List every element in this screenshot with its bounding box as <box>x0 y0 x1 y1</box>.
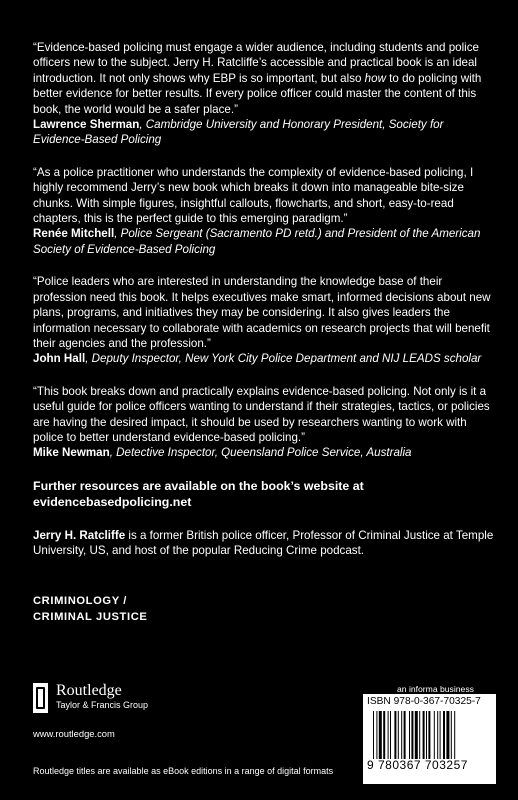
routledge-logo-icon <box>33 683 48 713</box>
isbn-number: ISBN 978-0-367-70325-7 <box>367 696 481 707</box>
endorser-name: Lawrence Sherman <box>33 118 140 132</box>
ebook-note: Routledge titles are available as eBook editions in a range of digital formats <box>33 766 334 776</box>
quote-text-end: to do policing with better evidence for better results. If every police officer could master the content of this book, the world would be a safer place.” <box>33 71 482 116</box>
author-name: Jerry H. Ratcliffe <box>33 528 126 542</box>
endorser-name: Mike Newman <box>33 446 110 460</box>
resources-note: Further resources are available on the book’s website at evidencebasedpolicing.net <box>33 478 364 509</box>
author-bio-text: is a former British police officer, Professor of Criminal Justice at Temple University, US, and host of the popular Reducing Crime podcast. <box>33 528 494 558</box>
endorser-role: , Detective Inspector, Queensland Police Service, Australia <box>109 446 412 460</box>
quote-text: “Evidence-based policing must engage a wider audience, including students and police officers new to the subject. Jerry H. Ratcliffe’s accessible and practical book is an ideal introduction. It not only shows why EBP is so important, but also <box>33 41 480 85</box>
publisher-website: www.routledge.com <box>33 728 115 739</box>
endorsement-1 <box>33 40 495 148</box>
subject-category <box>33 593 495 625</box>
endorsement-2 <box>33 165 495 257</box>
endorser-role: , Cambridge University and Honorary President, Society for Evidence-Based Policing <box>33 118 444 147</box>
barcode-box <box>363 694 496 784</box>
endorsement-4 <box>33 384 495 461</box>
back-cover-text <box>33 40 495 625</box>
publisher-logo <box>33 683 148 713</box>
subject-line-1: CRIMINOLOGY / <box>33 594 127 607</box>
barcode-icon <box>373 711 487 759</box>
endorser-name: John Hall <box>33 352 86 366</box>
endorser-name: Renée Mitchell <box>33 227 115 241</box>
quote-text: “As a police practitioner who understands the complexity of evidence-based policing, I highly recommend Jerry’s new book which breaks it down into manageable bite-size chunks. With simple figures, insightful callouts, flowcharts, and short, easy-to-read chapters, this is the perfect guide to this emerging paradigm.” <box>33 165 474 226</box>
quote-text: “Police leaders who are interested in understanding the knowledge base of their profession need this book. It helps executives make smart, informed decisions about new plans, programs, and initiatives they may be considering. It also gives leaders the information necessary to collaborate with academics on research projects that will benefit their agencies and the profession.” <box>33 275 491 350</box>
barcode-digits: 9 780367 703257 <box>367 758 468 772</box>
quote-emphasis: how <box>364 71 386 85</box>
subject-line-2: CRIMINAL JUSTICE <box>33 610 148 623</box>
informa-tagline: an informa business <box>397 684 474 694</box>
endorsement-3 <box>33 274 495 366</box>
publisher-group: Taylor & Francis Group <box>56 700 149 710</box>
endorser-role: , Deputy Inspector, New York City Police Department and NIJ LEADS scholar <box>85 352 482 366</box>
endorser-role: , Police Sergeant (Sacramento PD retd.) and President of the American Society of Evidence-Based Policing <box>33 227 481 256</box>
publisher-name: Routledge <box>56 682 122 699</box>
quote-text: “This book breaks down and practically explains evidence-based policing. Not only is it a useful guide for police officers wanting to understand if their strategies, tactics, or policies are having the desired impact, it should be used by researchers wanting to work with police to better understand evidence-based policing.” <box>33 384 490 444</box>
author-bio <box>33 528 495 559</box>
